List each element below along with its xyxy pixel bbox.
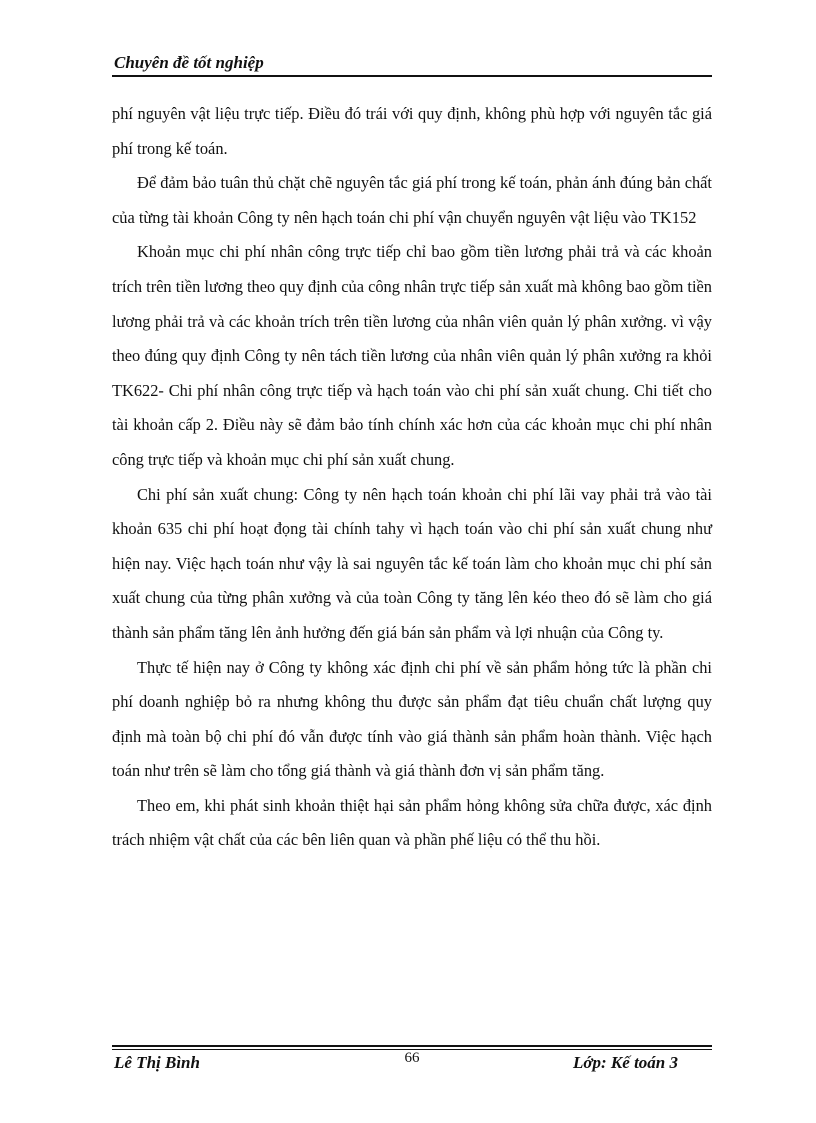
paragraph: Thực tế hiện nay ở Công ty không xác định chi phí về sản phẩm hỏng tức là phần chi phí doanh nghiệp bỏ ra nhưng không thu được sản phẩm đạt tiêu chuẩn chất lượng quy định mà toàn bộ chi phí đó vẫn được tính vào giá thành sản phẩm hoàn thành. Việc hạch toán như trên sẽ làm cho tổng giá thành và giá thành đơn vị sản phẩm tăng. [112,657,712,781]
paragraph: Để đảm bảo tuân thủ chặt chẽ nguyên tắc giá phí trong kế toán, phản ánh đúng bản chất của từng tài khoản Công ty nên hạch toán chi phí vận chuyển nguyên vật liệu vào TK152 [112,173,712,227]
paragraph: Theo em, khi phát sinh khoản thiệt hại sản phẩm hỏng không sửa chữa được, xác định trách nhiệm vật chất của các bên liên quan và phần phế liệu có thể thu hồi. [112,795,712,850]
header-divider [112,75,712,77]
paragraph: Khoản mục chi phí nhân công trực tiếp chỉ bao gồm tiền lương phải trả và các khoản trích trên tiền lương theo quy định của công nhân trực tiếp sản xuất mà không bao gồm tiền lương phải trả và các khoản trích trên tiền lương của nhân viên quản lý phân xưởng. vì vậy theo đúng quy định Công ty nên tách tiền lương của nhân viên quản lý phân xưởng ra khỏi TK622- Chi phí nhân công trực tiếp và hạch toán vào chi phí sản xuất chung. Chi tiết cho tài khoản cấp 2. Điều này sẽ đảm bảo tính chính xác hơn của các khoản mục chi phí nhân công trực tiếp và khoản mục chi phí sản xuất chung. [112,242,712,469]
paragraph: Chi phí sản xuất chung: Công ty nên hạch toán khoản chi phí lãi vay phải trả vào tài khoản 635 chi phí hoạt đọng tài chính tahy vì hạch toán vào chi phí sản xuất chung như hiện nay. Việc hạch toán như vậy là sai nguyên tắc kế toán làm cho khoản mục chi phí sản xuất chung của từng phân xưởng và của toàn Công ty tăng lên kéo theo đó sẽ làm cho giá thành sản phẩm tăng lên ảnh hưởng đến giá bán sản phẩm và lợi nhuận của Công ty. [112,484,712,642]
page-number: 66 [404,1050,420,1066]
document-body [112,97,712,858]
footer-class-label: Lớp: Kế toán 3 [573,1053,678,1072]
footer-author: Lê Thị Bình [114,1053,200,1072]
paragraph-continuation: phí nguyên vật liệu trực tiếp. Điều đó trái với quy định, không phù hợp với nguyên tắc giá phí trong kế toán. [112,104,712,158]
footer-divider-thick [112,1045,712,1047]
header-title: Chuyên đề tốt nghiệp [114,53,264,72]
